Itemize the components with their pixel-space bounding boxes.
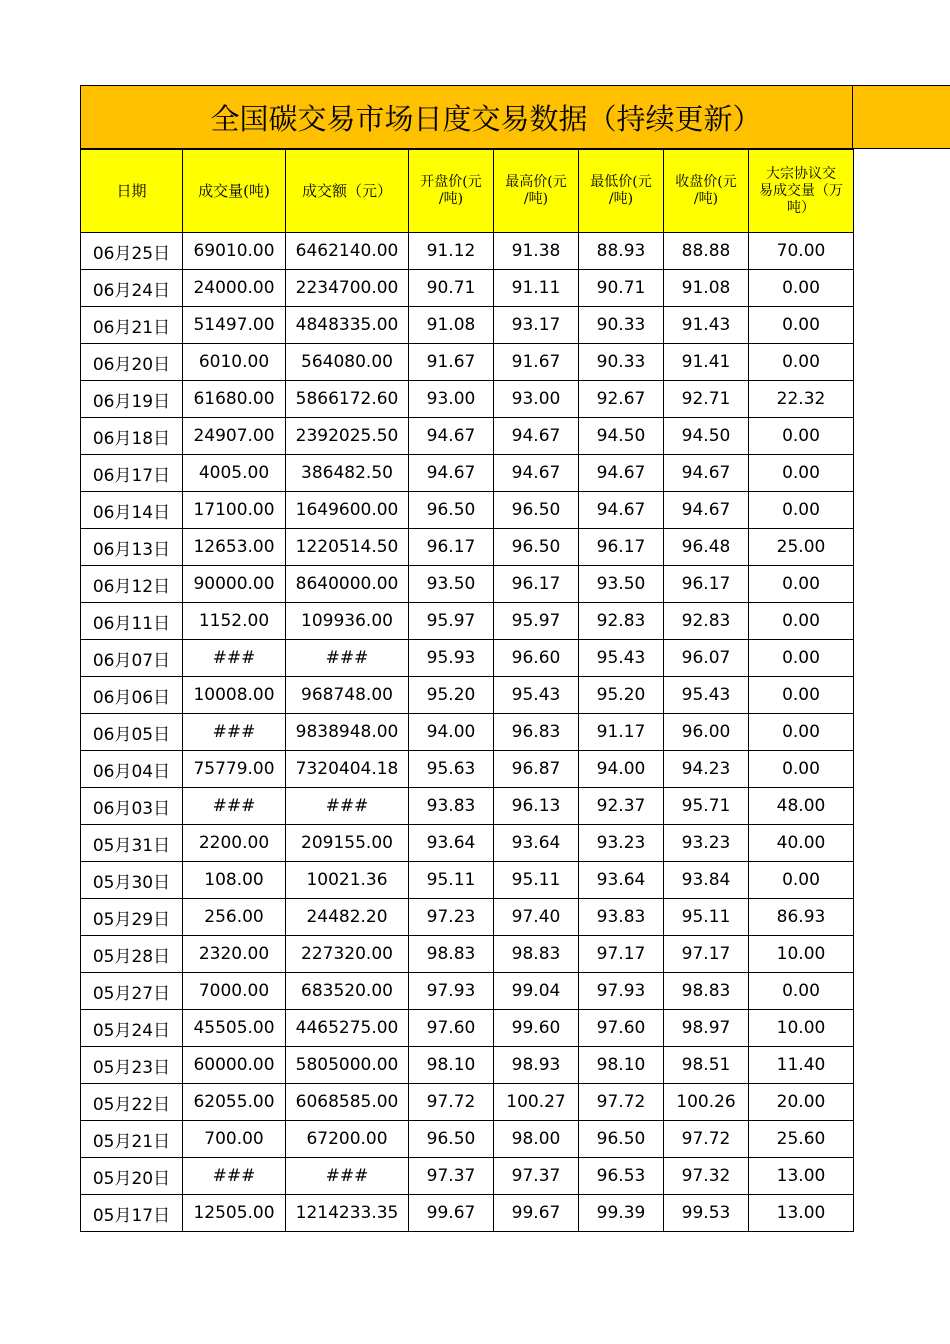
high-cell[interactable]: 95.43 xyxy=(494,677,579,714)
open-cell[interactable]: 98.83 xyxy=(409,936,494,973)
table-row xyxy=(81,640,854,677)
table-body xyxy=(81,233,854,1232)
open-cell[interactable]: 97.23 xyxy=(409,899,494,936)
high-cell[interactable]: 94.67 xyxy=(494,418,579,455)
low-cell[interactable]: 99.39 xyxy=(579,1195,664,1232)
volume-cell[interactable]: 10008.00 xyxy=(183,677,286,714)
date-cell[interactable]: 05月21日 xyxy=(81,1121,183,1158)
block-volume-cell[interactable]: 25.60 xyxy=(749,1121,854,1158)
high-cell[interactable]: 98.83 xyxy=(494,936,579,973)
high-cell[interactable]: 91.11 xyxy=(494,270,579,307)
block-volume-cell[interactable]: 86.93 xyxy=(749,899,854,936)
low-cell[interactable]: 90.71 xyxy=(579,270,664,307)
turnover-cell[interactable]: 209155.00 xyxy=(286,825,409,862)
block-volume-cell[interactable]: 13.00 xyxy=(749,1158,854,1195)
table-row xyxy=(81,418,854,455)
turnover-cell[interactable]: 564080.00 xyxy=(286,344,409,381)
volume-cell[interactable]: 75779.00 xyxy=(183,751,286,788)
close-cell[interactable]: 97.32 xyxy=(664,1158,749,1195)
high-cell[interactable]: 96.13 xyxy=(494,788,579,825)
volume-cell[interactable]: 90000.00 xyxy=(183,566,286,603)
volume-cell[interactable]: 24907.00 xyxy=(183,418,286,455)
low-cell[interactable]: 90.33 xyxy=(579,307,664,344)
table-row xyxy=(81,862,854,899)
block-volume-cell[interactable]: 0.00 xyxy=(749,566,854,603)
low-cell[interactable]: 96.50 xyxy=(579,1121,664,1158)
low-cell[interactable]: 92.83 xyxy=(579,603,664,640)
date-cell[interactable]: 06月17日 xyxy=(81,455,183,492)
sheet-title: 全国碳交易市场日度交易数据（持续更新） xyxy=(210,101,762,136)
open-cell[interactable]: 95.63 xyxy=(409,751,494,788)
block-volume-cell[interactable]: 0.00 xyxy=(749,307,854,344)
date-cell[interactable]: 06月25日 xyxy=(81,233,183,270)
high-cell[interactable]: 99.60 xyxy=(494,1010,579,1047)
table-row xyxy=(81,1010,854,1047)
header-low-price[interactable]: 最低价(元 /吨) xyxy=(579,150,664,233)
open-cell[interactable]: 94.67 xyxy=(409,418,494,455)
open-cell[interactable]: 95.20 xyxy=(409,677,494,714)
table-row xyxy=(81,1121,854,1158)
table-row xyxy=(81,973,854,1010)
table-row xyxy=(81,788,854,825)
trading-data-table xyxy=(80,149,854,1232)
block-volume-cell[interactable]: 0.00 xyxy=(749,751,854,788)
table-row xyxy=(81,566,854,603)
block-volume-cell[interactable]: 0.00 xyxy=(749,603,854,640)
block-volume-cell[interactable]: 10.00 xyxy=(749,1010,854,1047)
high-cell[interactable]: 96.50 xyxy=(494,529,579,566)
low-cell[interactable]: 94.50 xyxy=(579,418,664,455)
block-volume-cell[interactable]: 0.00 xyxy=(749,677,854,714)
open-cell[interactable]: 91.12 xyxy=(409,233,494,270)
high-cell[interactable]: 98.00 xyxy=(494,1121,579,1158)
turnover-cell[interactable]: ### xyxy=(286,640,409,677)
low-cell[interactable]: 88.93 xyxy=(579,233,664,270)
high-cell[interactable]: 97.37 xyxy=(494,1158,579,1195)
close-cell[interactable]: 92.83 xyxy=(664,603,749,640)
open-cell[interactable]: 93.50 xyxy=(409,566,494,603)
low-cell[interactable]: 95.43 xyxy=(579,640,664,677)
block-volume-cell[interactable]: 0.00 xyxy=(749,418,854,455)
close-cell[interactable]: 95.11 xyxy=(664,899,749,936)
table-row xyxy=(81,344,854,381)
table-row xyxy=(81,381,854,418)
header-turnover[interactable]: 成交额（元） xyxy=(286,150,409,233)
low-cell[interactable]: 94.67 xyxy=(579,492,664,529)
date-cell[interactable]: 06月12日 xyxy=(81,566,183,603)
low-cell[interactable]: 97.17 xyxy=(579,936,664,973)
close-cell[interactable]: 91.08 xyxy=(664,270,749,307)
close-cell[interactable]: 97.72 xyxy=(664,1121,749,1158)
header-open-price[interactable]: 开盘价(元 /吨) xyxy=(409,150,494,233)
open-cell[interactable]: 93.64 xyxy=(409,825,494,862)
open-cell[interactable]: 93.83 xyxy=(409,788,494,825)
turnover-cell[interactable]: 7320404.18 xyxy=(286,751,409,788)
block-volume-cell[interactable]: 70.00 xyxy=(749,233,854,270)
date-cell[interactable]: 06月21日 xyxy=(81,307,183,344)
turnover-cell[interactable]: 1649600.00 xyxy=(286,492,409,529)
volume-cell[interactable]: 4005.00 xyxy=(183,455,286,492)
block-volume-cell[interactable]: 0.00 xyxy=(749,270,854,307)
high-cell[interactable]: 93.17 xyxy=(494,307,579,344)
close-cell[interactable]: 99.53 xyxy=(664,1195,749,1232)
turnover-cell[interactable]: 6068585.00 xyxy=(286,1084,409,1121)
header-block-trade-volume[interactable]: 大宗协议交 易成交量（万 吨） xyxy=(749,150,854,233)
low-cell[interactable]: 92.37 xyxy=(579,788,664,825)
high-cell[interactable]: 91.67 xyxy=(494,344,579,381)
close-cell[interactable]: 95.71 xyxy=(664,788,749,825)
high-cell[interactable]: 96.87 xyxy=(494,751,579,788)
low-cell[interactable]: 92.67 xyxy=(579,381,664,418)
turnover-cell[interactable]: 683520.00 xyxy=(286,973,409,1010)
date-cell[interactable]: 05月22日 xyxy=(81,1084,183,1121)
close-cell[interactable]: 94.50 xyxy=(664,418,749,455)
high-cell[interactable]: 98.93 xyxy=(494,1047,579,1084)
block-volume-cell[interactable]: 20.00 xyxy=(749,1084,854,1121)
close-cell[interactable]: 91.43 xyxy=(664,307,749,344)
low-cell[interactable]: 93.64 xyxy=(579,862,664,899)
table-row xyxy=(81,1084,854,1121)
open-cell[interactable]: 96.50 xyxy=(409,1121,494,1158)
table-row xyxy=(81,1195,854,1232)
table-row xyxy=(81,529,854,566)
high-cell[interactable]: 97.40 xyxy=(494,899,579,936)
header-date[interactable]: 日期 xyxy=(81,150,183,233)
close-cell[interactable]: 96.00 xyxy=(664,714,749,751)
turnover-cell[interactable]: 227320.00 xyxy=(286,936,409,973)
date-cell[interactable]: 05月31日 xyxy=(81,825,183,862)
high-cell[interactable]: 100.27 xyxy=(494,1084,579,1121)
date-cell[interactable]: 06月06日 xyxy=(81,677,183,714)
header-row xyxy=(81,150,854,233)
open-cell[interactable]: 94.67 xyxy=(409,455,494,492)
close-cell[interactable]: 100.26 xyxy=(664,1084,749,1121)
block-volume-cell[interactable]: 0.00 xyxy=(749,973,854,1010)
close-cell[interactable]: 88.88 xyxy=(664,233,749,270)
high-cell[interactable]: 93.64 xyxy=(494,825,579,862)
volume-cell[interactable]: 1152.00 xyxy=(183,603,286,640)
date-cell[interactable]: 06月03日 xyxy=(81,788,183,825)
turnover-cell[interactable]: 2392025.50 xyxy=(286,418,409,455)
open-cell[interactable]: 98.10 xyxy=(409,1047,494,1084)
open-cell[interactable]: 97.60 xyxy=(409,1010,494,1047)
table-row xyxy=(81,455,854,492)
block-volume-cell[interactable]: 25.00 xyxy=(749,529,854,566)
title-right-border xyxy=(852,86,853,148)
table-row xyxy=(81,1047,854,1084)
open-cell[interactable]: 90.71 xyxy=(409,270,494,307)
volume-cell[interactable]: 62055.00 xyxy=(183,1084,286,1121)
close-cell[interactable]: 94.67 xyxy=(664,455,749,492)
table-row xyxy=(81,899,854,936)
low-cell[interactable]: 97.60 xyxy=(579,1010,664,1047)
high-cell[interactable]: 95.97 xyxy=(494,603,579,640)
high-cell[interactable]: 96.17 xyxy=(494,566,579,603)
high-cell[interactable]: 95.11 xyxy=(494,862,579,899)
close-cell[interactable]: 96.07 xyxy=(664,640,749,677)
block-volume-cell[interactable]: 48.00 xyxy=(749,788,854,825)
date-cell[interactable]: 05月17日 xyxy=(81,1195,183,1232)
turnover-cell[interactable]: 6462140.00 xyxy=(286,233,409,270)
block-volume-cell[interactable]: 11.40 xyxy=(749,1047,854,1084)
close-cell[interactable]: 98.51 xyxy=(664,1047,749,1084)
open-cell[interactable]: 97.72 xyxy=(409,1084,494,1121)
close-cell[interactable]: 96.48 xyxy=(664,529,749,566)
date-cell[interactable]: 06月24日 xyxy=(81,270,183,307)
table-row xyxy=(81,233,854,270)
low-cell[interactable]: 97.72 xyxy=(579,1084,664,1121)
volume-cell[interactable]: 61680.00 xyxy=(183,381,286,418)
header-high-price[interactable]: 最高价(元 /吨) xyxy=(494,150,579,233)
open-cell[interactable]: 99.67 xyxy=(409,1195,494,1232)
volume-cell[interactable]: ### xyxy=(183,640,286,677)
date-cell[interactable]: 05月28日 xyxy=(81,936,183,973)
close-cell[interactable]: 98.97 xyxy=(664,1010,749,1047)
turnover-cell[interactable]: 5805000.00 xyxy=(286,1047,409,1084)
table-row xyxy=(81,307,854,344)
volume-cell[interactable]: 256.00 xyxy=(183,899,286,936)
turnover-cell[interactable]: 24482.20 xyxy=(286,899,409,936)
header-volume[interactable]: 成交量(吨) xyxy=(183,150,286,233)
turnover-cell[interactable]: 5866172.60 xyxy=(286,381,409,418)
high-cell[interactable]: 96.83 xyxy=(494,714,579,751)
volume-cell[interactable]: 51497.00 xyxy=(183,307,286,344)
turnover-cell[interactable]: 4465275.00 xyxy=(286,1010,409,1047)
date-cell[interactable]: 05月24日 xyxy=(81,1010,183,1047)
low-cell[interactable]: 98.10 xyxy=(579,1047,664,1084)
date-cell[interactable]: 05月30日 xyxy=(81,862,183,899)
date-cell[interactable]: 05月27日 xyxy=(81,973,183,1010)
volume-cell[interactable]: 6010.00 xyxy=(183,344,286,381)
close-cell[interactable]: 93.84 xyxy=(664,862,749,899)
table-row xyxy=(81,714,854,751)
turnover-cell[interactable]: ### xyxy=(286,788,409,825)
close-cell[interactable]: 97.17 xyxy=(664,936,749,973)
table-row xyxy=(81,270,854,307)
block-volume-cell[interactable]: 22.32 xyxy=(749,381,854,418)
open-cell[interactable]: 96.17 xyxy=(409,529,494,566)
block-volume-cell[interactable]: 0.00 xyxy=(749,455,854,492)
volume-cell[interactable]: ### xyxy=(183,1158,286,1195)
close-cell[interactable]: 94.23 xyxy=(664,751,749,788)
open-cell[interactable]: 95.97 xyxy=(409,603,494,640)
high-cell[interactable]: 99.67 xyxy=(494,1195,579,1232)
volume-cell[interactable]: 12653.00 xyxy=(183,529,286,566)
low-cell[interactable]: 90.33 xyxy=(579,344,664,381)
low-cell[interactable]: 93.50 xyxy=(579,566,664,603)
low-cell[interactable]: 94.67 xyxy=(579,455,664,492)
low-cell[interactable]: 96.53 xyxy=(579,1158,664,1195)
high-cell[interactable]: 91.38 xyxy=(494,233,579,270)
turnover-cell[interactable]: 386482.50 xyxy=(286,455,409,492)
header-close-price[interactable]: 收盘价(元 /吨) xyxy=(664,150,749,233)
open-cell[interactable]: 97.37 xyxy=(409,1158,494,1195)
high-cell[interactable]: 93.00 xyxy=(494,381,579,418)
volume-cell[interactable]: 45505.00 xyxy=(183,1010,286,1047)
turnover-cell[interactable]: ### xyxy=(286,1158,409,1195)
volume-cell[interactable]: 60000.00 xyxy=(183,1047,286,1084)
close-cell[interactable]: 98.83 xyxy=(664,973,749,1010)
turnover-cell[interactable]: 8640000.00 xyxy=(286,566,409,603)
table-row xyxy=(81,751,854,788)
volume-cell[interactable]: ### xyxy=(183,714,286,751)
volume-cell[interactable]: 7000.00 xyxy=(183,973,286,1010)
low-cell[interactable]: 96.17 xyxy=(579,529,664,566)
block-volume-cell[interactable]: 40.00 xyxy=(749,825,854,862)
open-cell[interactable]: 95.93 xyxy=(409,640,494,677)
turnover-cell[interactable]: 67200.00 xyxy=(286,1121,409,1158)
turnover-cell[interactable]: 968748.00 xyxy=(286,677,409,714)
block-volume-cell[interactable]: 0.00 xyxy=(749,640,854,677)
block-volume-cell[interactable]: 0.00 xyxy=(749,344,854,381)
open-cell[interactable]: 96.50 xyxy=(409,492,494,529)
volume-cell[interactable]: 12505.00 xyxy=(183,1195,286,1232)
block-volume-cell[interactable]: 0.00 xyxy=(749,492,854,529)
table-row xyxy=(81,1158,854,1195)
block-volume-cell[interactable]: 13.00 xyxy=(749,1195,854,1232)
high-cell[interactable]: 99.04 xyxy=(494,973,579,1010)
block-volume-cell[interactable]: 0.00 xyxy=(749,714,854,751)
open-cell[interactable]: 91.08 xyxy=(409,307,494,344)
close-cell[interactable]: 94.67 xyxy=(664,492,749,529)
date-cell[interactable]: 06月18日 xyxy=(81,418,183,455)
volume-cell[interactable]: 24000.00 xyxy=(183,270,286,307)
block-volume-cell[interactable]: 0.00 xyxy=(749,862,854,899)
table-row xyxy=(81,492,854,529)
open-cell[interactable]: 94.00 xyxy=(409,714,494,751)
date-cell[interactable]: 06月11日 xyxy=(81,603,183,640)
volume-cell[interactable]: 17100.00 xyxy=(183,492,286,529)
low-cell[interactable]: 93.23 xyxy=(579,825,664,862)
open-cell[interactable]: 97.93 xyxy=(409,973,494,1010)
table-row xyxy=(81,677,854,714)
volume-cell[interactable]: 108.00 xyxy=(183,862,286,899)
open-cell[interactable]: 95.11 xyxy=(409,862,494,899)
open-cell[interactable]: 91.67 xyxy=(409,344,494,381)
volume-cell[interactable]: 2320.00 xyxy=(183,936,286,973)
turnover-cell[interactable]: 9838948.00 xyxy=(286,714,409,751)
block-volume-cell[interactable]: 10.00 xyxy=(749,936,854,973)
high-cell[interactable]: 94.67 xyxy=(494,455,579,492)
volume-cell[interactable]: 700.00 xyxy=(183,1121,286,1158)
close-cell[interactable]: 92.71 xyxy=(664,381,749,418)
low-cell[interactable]: 91.17 xyxy=(579,714,664,751)
turnover-cell[interactable]: 109936.00 xyxy=(286,603,409,640)
date-cell[interactable]: 06月20日 xyxy=(81,344,183,381)
date-cell[interactable]: 06月04日 xyxy=(81,751,183,788)
low-cell[interactable]: 94.00 xyxy=(579,751,664,788)
turnover-cell[interactable]: 10021.36 xyxy=(286,862,409,899)
turnover-cell[interactable]: 4848335.00 xyxy=(286,307,409,344)
open-cell[interactable]: 93.00 xyxy=(409,381,494,418)
turnover-cell[interactable]: 1214233.35 xyxy=(286,1195,409,1232)
table-row xyxy=(81,603,854,640)
low-cell[interactable]: 95.20 xyxy=(579,677,664,714)
date-cell[interactable]: 06月07日 xyxy=(81,640,183,677)
date-cell[interactable]: 05月20日 xyxy=(81,1158,183,1195)
date-cell[interactable]: 05月29日 xyxy=(81,899,183,936)
close-cell[interactable]: 91.41 xyxy=(664,344,749,381)
date-cell[interactable]: 06月13日 xyxy=(81,529,183,566)
title-banner xyxy=(80,85,950,149)
high-cell[interactable]: 96.50 xyxy=(494,492,579,529)
turnover-cell[interactable]: 2234700.00 xyxy=(286,270,409,307)
table-row xyxy=(81,936,854,973)
date-cell[interactable]: 05月23日 xyxy=(81,1047,183,1084)
date-cell[interactable]: 06月14日 xyxy=(81,492,183,529)
high-cell[interactable]: 96.60 xyxy=(494,640,579,677)
close-cell[interactable]: 96.17 xyxy=(664,566,749,603)
table-row xyxy=(81,825,854,862)
close-cell[interactable]: 95.43 xyxy=(664,677,749,714)
date-cell[interactable]: 06月19日 xyxy=(81,381,183,418)
volume-cell[interactable]: 69010.00 xyxy=(183,233,286,270)
date-cell[interactable]: 06月05日 xyxy=(81,714,183,751)
volume-cell[interactable]: ### xyxy=(183,788,286,825)
low-cell[interactable]: 93.83 xyxy=(579,899,664,936)
low-cell[interactable]: 97.93 xyxy=(579,973,664,1010)
volume-cell[interactable]: 2200.00 xyxy=(183,825,286,862)
close-cell[interactable]: 93.23 xyxy=(664,825,749,862)
turnover-cell[interactable]: 1220514.50 xyxy=(286,529,409,566)
